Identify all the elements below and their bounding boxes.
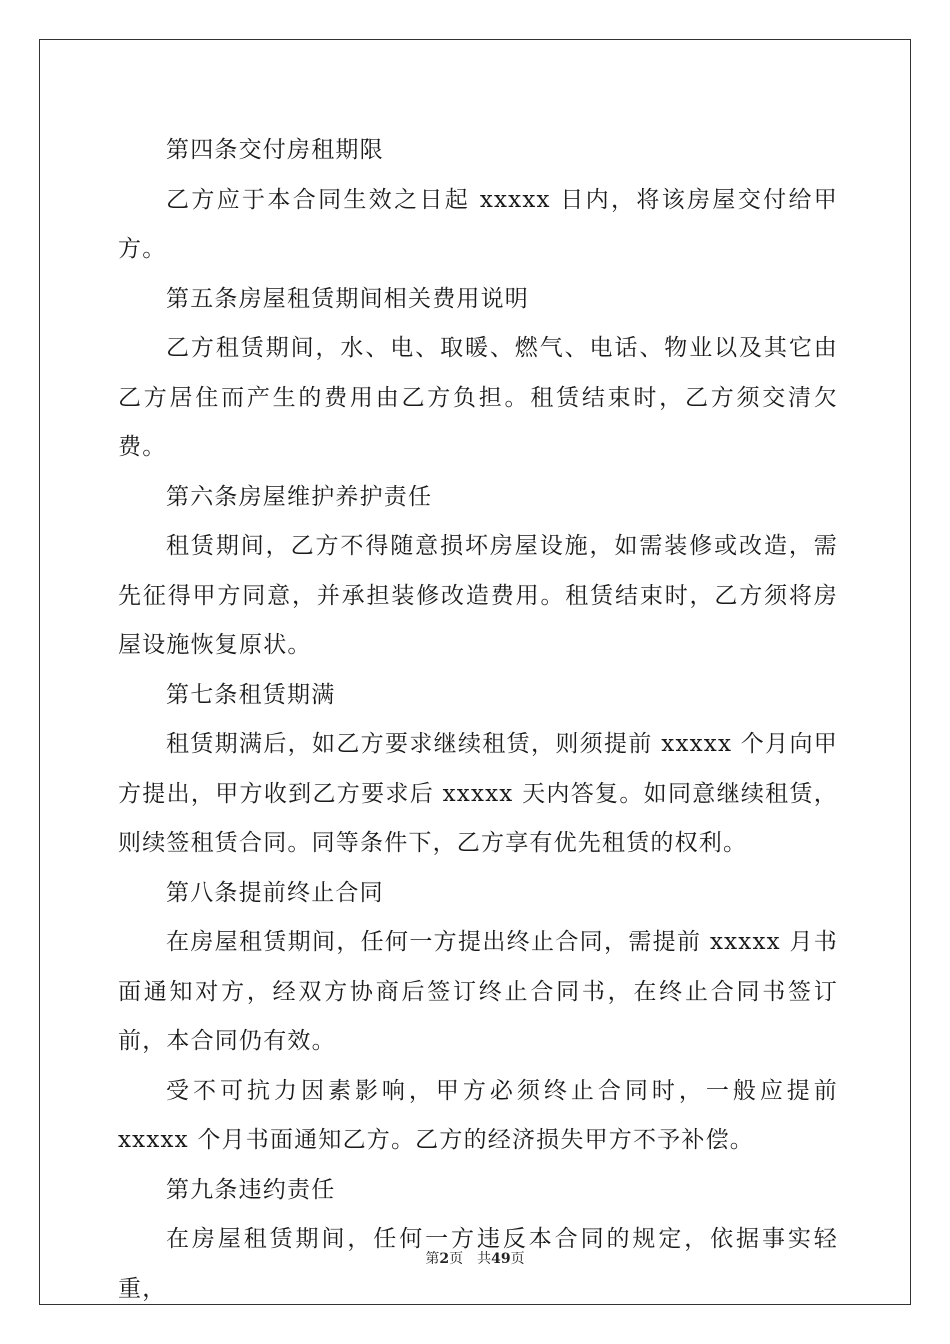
paragraph-9-1: 在房屋租赁期间，任何一方违反本合同的规定，依据事实轻重， (118, 1226, 838, 1302)
total-suffix: 页 (510, 1251, 525, 1267)
paragraph-8-2: 受不可抗力因素影响，甲方必须终止合同时，一般应提前 xxxxx 个月书面通知乙方。乙方的经济损失甲方不予补偿。 (118, 1077, 838, 1153)
paragraph-7-1: 租赁期满后，如乙方要求继续租赁，则须提前 xxxxx 个月向甲方提出，甲方收到乙方要求后 xxxxx 天内答复。如同意继续租赁，则续签租赁合同。同等条件下，乙方享有优先租赁的权利。 (118, 731, 838, 856)
section-heading-8: 第八条提前终止合同 (166, 879, 384, 906)
page-suffix: 页 (449, 1251, 464, 1267)
paragraph-4-1: 乙方应于本合同生效之日起 xxxxx 日内，将该房屋交付给甲方。 (118, 186, 838, 262)
section-heading-6: 第六条房屋维护养护责任 (166, 483, 433, 510)
total-prefix: 共 (477, 1251, 492, 1267)
paragraph-8-1: 在房屋租赁期间，任何一方提出终止合同，需提前 xxxxx 月书面通知对方，经双方协商后签订终止合同书，在终止合同书签订前，本合同仍有效。 (118, 929, 838, 1054)
section-heading-7: 第七条租赁期满 (166, 681, 336, 708)
section-heading-4: 第四条交付房租期限 (166, 137, 384, 163)
section-heading-5: 第五条房屋租赁期间相关费用说明 (166, 285, 529, 312)
paragraph-5-1: 乙方租赁期间，水、电、取暖、燃气、电话、物业以及其它由乙方居住而产生的费用由乙方负担。租赁结束时，乙方须交清欠费。 (118, 335, 838, 460)
page-current: 2 (439, 1251, 450, 1267)
page-footer (0, 1248, 950, 1268)
page-total: 49 (491, 1251, 511, 1267)
document-body (118, 126, 838, 1314)
page-prefix: 第 (425, 1251, 440, 1267)
paragraph-6-1: 租赁期间，乙方不得随意损坏房屋设施，如需装修或改造，需先征得甲方同意，并承担装修改造费用。租赁结束时，乙方须将房屋设施恢复原状。 (118, 533, 838, 658)
section-heading-9: 第九条违约责任 (166, 1176, 336, 1203)
